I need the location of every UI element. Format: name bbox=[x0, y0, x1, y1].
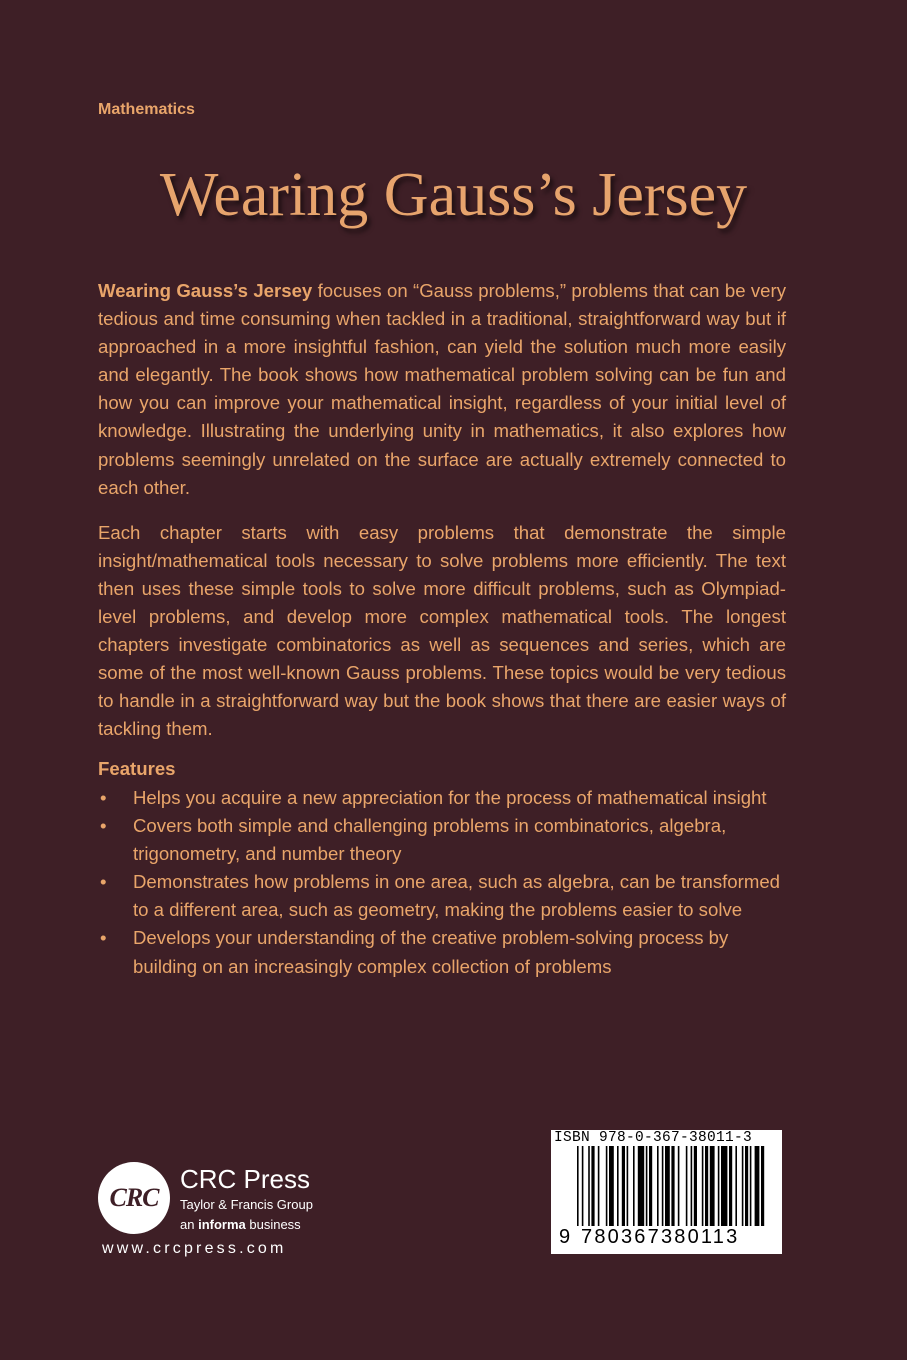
bullet-icon: • bbox=[100, 815, 107, 837]
isbn-label: ISBN 978-0-367-38011-3 bbox=[554, 1130, 753, 1146]
crc-logo-icon: CRC bbox=[98, 1162, 170, 1234]
feature-item bbox=[98, 868, 786, 924]
publisher-tagline: an informa business bbox=[180, 1217, 301, 1232]
feature-text: Covers both simple and challenging problems in combinatorics, algebra, trigonometry, and number theory bbox=[133, 815, 727, 865]
bullet-icon: • bbox=[100, 871, 107, 893]
feature-text: Demonstrates how problems in one area, such as algebra, can be transformed to a different area, such as geometry, making the problems easier to solve bbox=[133, 871, 780, 921]
feature-text: Develops your understanding of the creative problem-solving process by building on an increasingly complex collection of problems bbox=[133, 927, 729, 977]
description-paragraph-1 bbox=[98, 277, 786, 502]
feature-item bbox=[98, 924, 786, 980]
publisher-name: CRC Press bbox=[180, 1164, 311, 1194]
isbn-barcode: ISBN 978-0-367-38011-3 9 780367380113 bbox=[551, 1130, 782, 1254]
features-list bbox=[98, 784, 786, 981]
bullet-icon: • bbox=[100, 787, 107, 808]
barcode-icon bbox=[551, 1146, 782, 1230]
description bbox=[98, 277, 786, 761]
feature-item bbox=[98, 784, 786, 812]
description-paragraph-1-text: focuses on “Gauss problems,” problems that can be very tedious and time consuming when tackled in a traditional, straightforward way but if approached in a more insightful fashion, can yield the solution much more easily and elegantly. The book shows how mathematical problem solving can be fun and how you can improve your mathematical insight, regardless of your initial level of knowledge. Illustrating the underlying unity in mathematics, it also explores how problems seemingly unrelated on the surface are actually extremely connected to each other. bbox=[98, 280, 786, 498]
feature-text: Helps you acquire a new appreciation for the process of mathematical insight bbox=[133, 787, 767, 808]
publisher-url: www.crcpress.com bbox=[102, 1240, 287, 1257]
features-heading: Features bbox=[98, 758, 176, 779]
feature-item bbox=[98, 812, 786, 868]
book-title: Wearing Gauss’s Jersey bbox=[159, 161, 748, 229]
publisher-block bbox=[98, 1160, 358, 1260]
description-paragraph-2: Each chapter starts with easy problems that demonstrate the simple insight/mathematical tools necessary to solve problems more efficiently. The text then uses these simple tools to solve more difficult problems, such as Olympiad-level problems, and develop more complex mathematical tools. The longest chapters investigate combinatorics as well as sequences and series, which are some of the most well-known Gauss problems. These topics would be very tedious to handle in a straightforward way but the book shows that there are easier ways of tackling them. bbox=[98, 521, 786, 740]
bullet-icon: • bbox=[100, 927, 107, 949]
category-label: Mathematics bbox=[98, 101, 195, 118]
publisher-group: Taylor & Francis Group bbox=[180, 1197, 313, 1212]
description-lead-title: Wearing Gauss’s Jersey bbox=[98, 280, 313, 301]
